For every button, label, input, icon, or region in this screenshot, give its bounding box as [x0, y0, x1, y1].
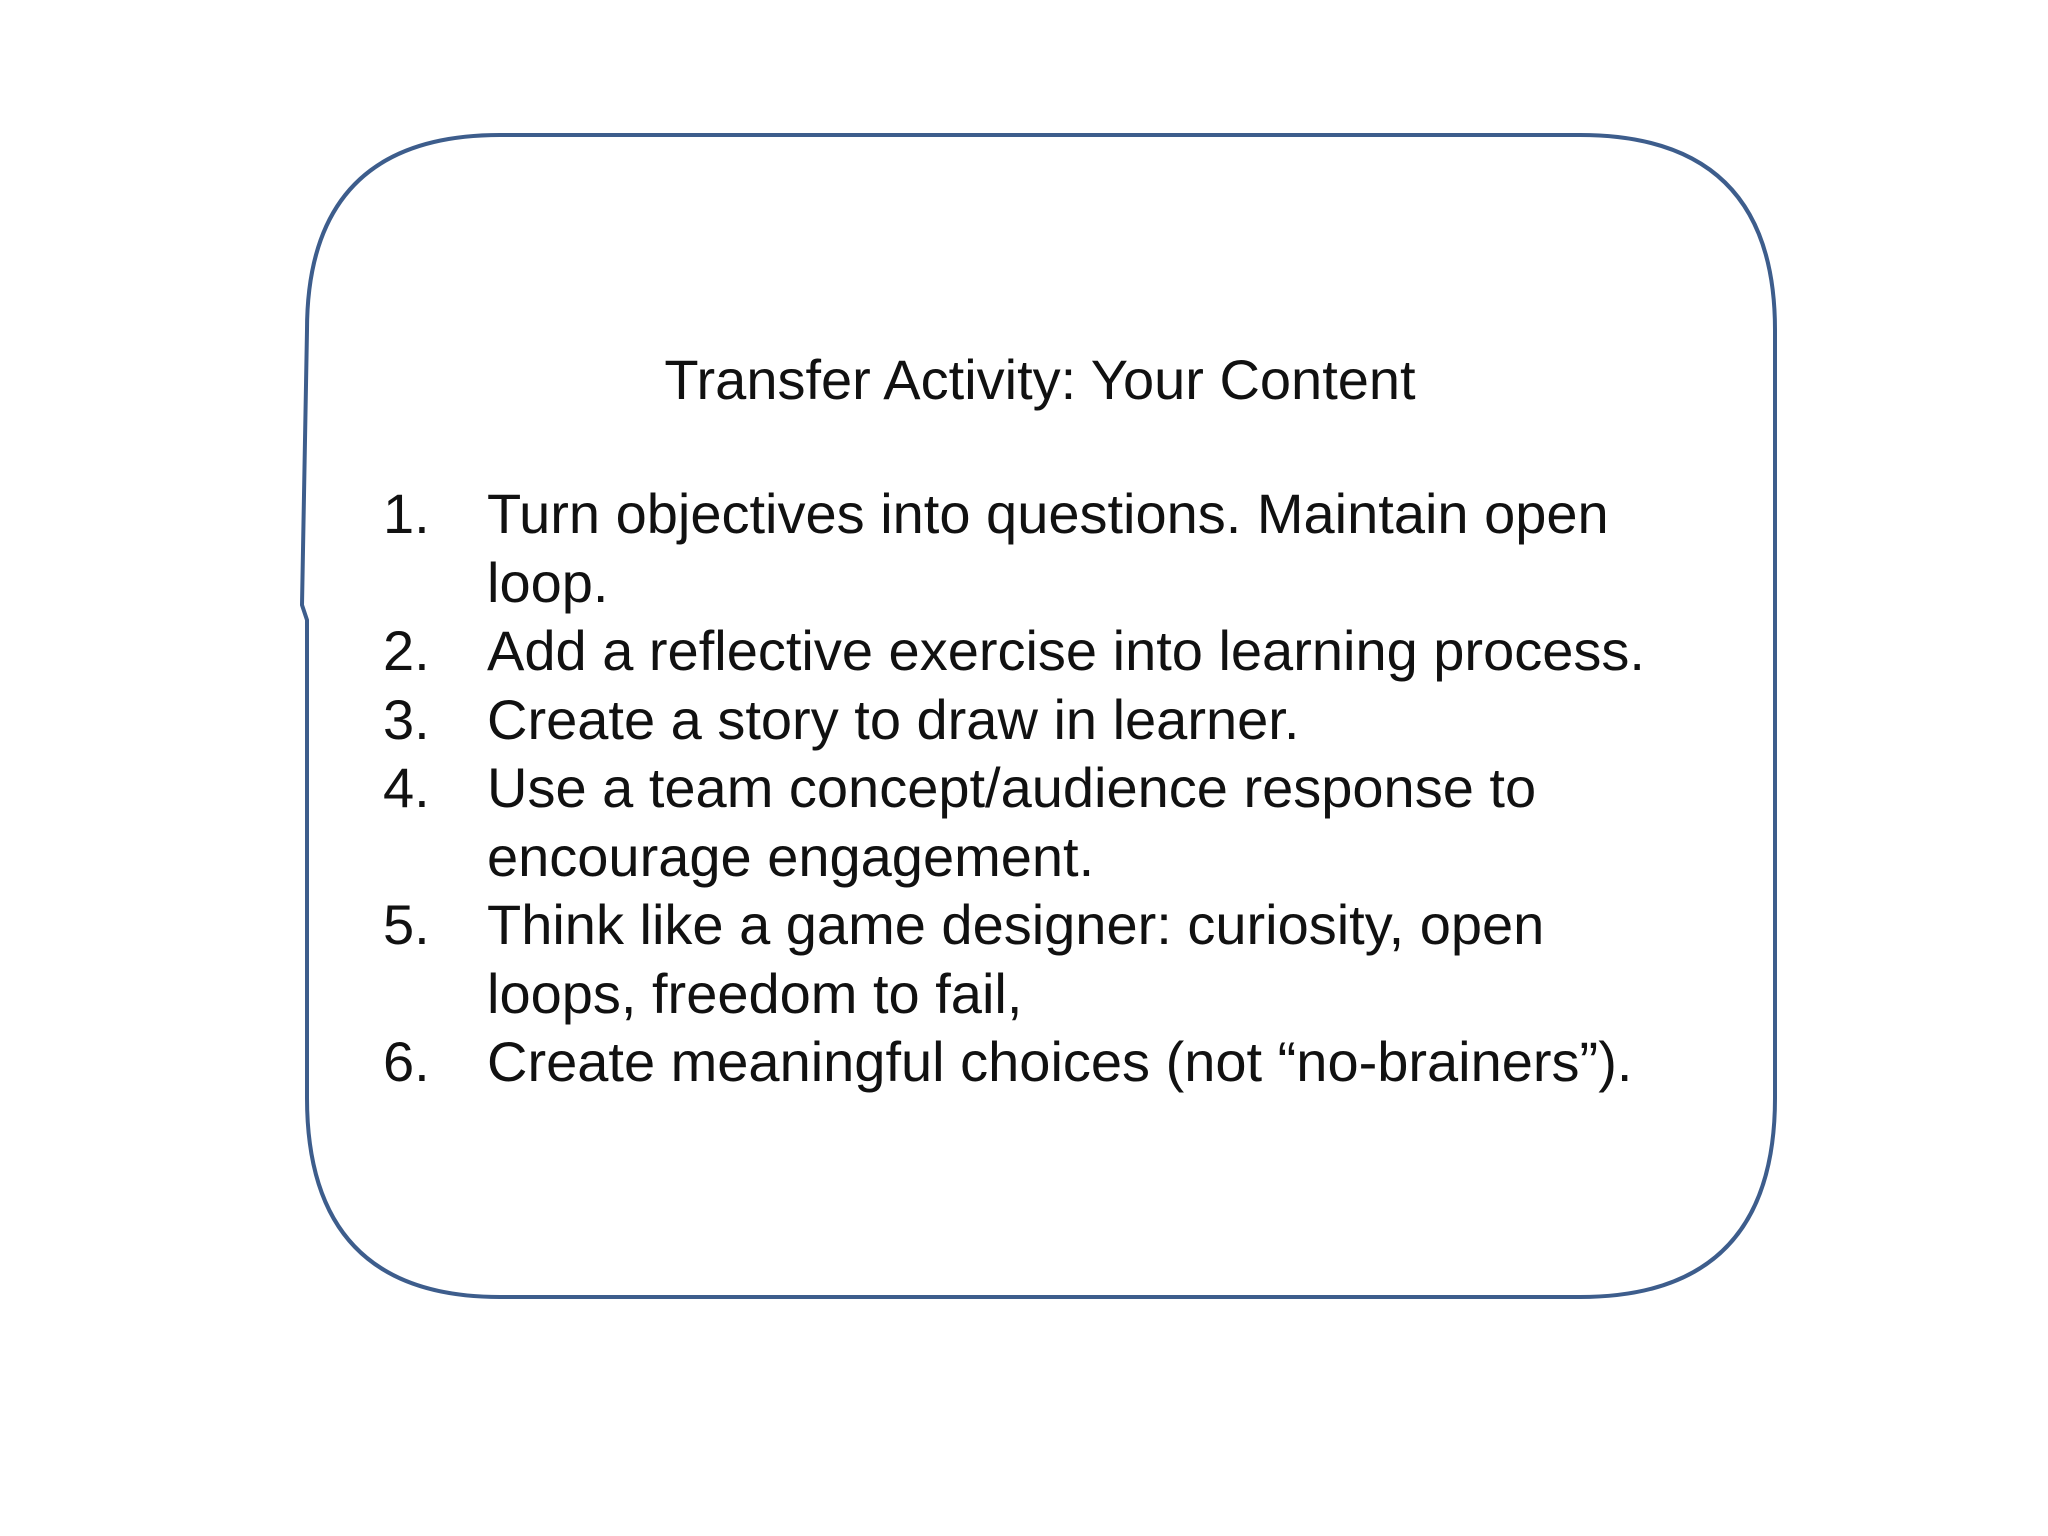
step-item [383, 891, 1703, 1028]
step-text: Turn objectives into questions. Maintain open loop. [487, 482, 1609, 614]
step-number: 6. [383, 1030, 430, 1093]
step-number: 5. [383, 893, 430, 956]
step-item [383, 754, 1703, 891]
step-text: Create a story to draw in learner. [487, 687, 1300, 751]
step-item [383, 480, 1703, 617]
step-text: Create meaningful choices (not “no-brainers”). [487, 1030, 1633, 1093]
step-number: 2. [383, 619, 430, 682]
step-number: 3. [383, 687, 430, 751]
step-item [383, 1028, 1703, 1097]
slide-title: Transfer Activity: Your Content [664, 348, 1416, 411]
steps-list [383, 480, 1703, 1097]
step-text: Think like a game designer: curiosity, open loops, freedom to fail, [487, 893, 1545, 1025]
step-number: 1. [383, 482, 430, 545]
step-text: Add a reflective exercise into learning process. [487, 619, 1645, 682]
step-text: Use a team concept/audience response to encourage engagement. [487, 756, 1537, 888]
step-item [383, 686, 1703, 755]
step-item [383, 617, 1703, 686]
step-number: 4. [383, 756, 430, 819]
